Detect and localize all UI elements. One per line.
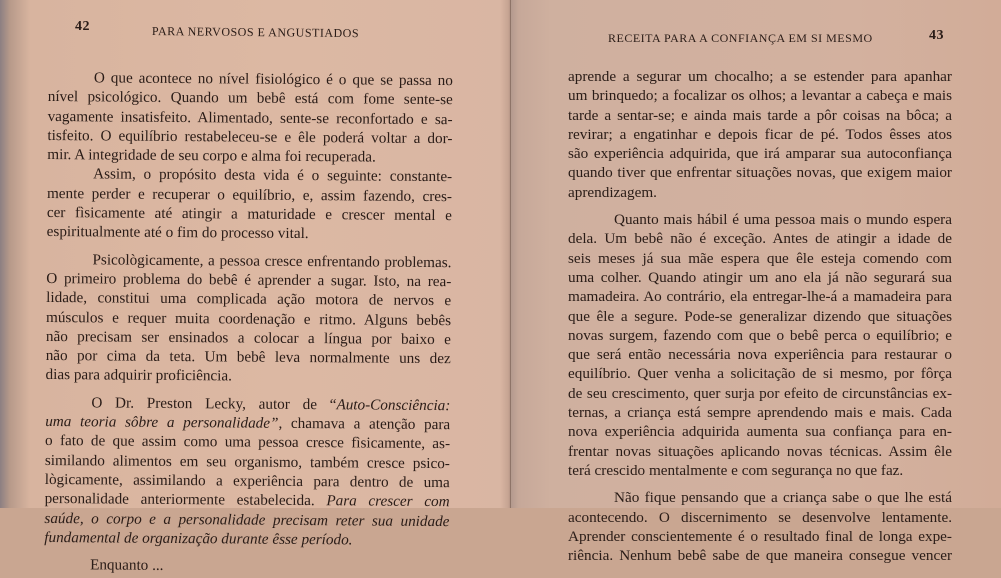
- book-title-italic: uma teoria sôbre a personalidade”: [45, 413, 279, 432]
- text-line: frentar novas situações aplicando novas técnicas. Assim êle: [568, 442, 952, 460]
- text-line: dias para adquirir proficiência.: [45, 366, 233, 385]
- text-line: revirar; a engatinhar e depois ficar de pé. Todos êsses atos: [568, 125, 952, 143]
- text-line: fundamental de organização durante êsse período.: [44, 528, 353, 549]
- text-line: ternas, a criança está sempre aprendendo mais e mais. Cada: [568, 404, 952, 422]
- text-line: Assim, o propósito desta vida é o seguinte: constante-: [93, 165, 453, 186]
- page-body: [568, 67, 952, 565]
- page-number: 42: [75, 19, 90, 34]
- text-line: terá crescido mentalmente e com segurança no que faz.: [568, 461, 904, 479]
- text-line: aprendizagem.: [568, 183, 657, 201]
- text-line: são experiência adquirida, que irá amparar sua autoconfiança: [568, 145, 952, 163]
- text-line: mamadeira. Ao contrário, ela entregar-lhe-á a mamadeira para: [568, 288, 952, 306]
- page-body: [44, 68, 453, 578]
- text-line: nível psicológico. Quando um bebê está com fome sente-se: [47, 88, 453, 109]
- emphasis-italic: Para crescer com: [326, 492, 450, 511]
- text-run: personalidade anteriormente estabelecida.: [44, 490, 327, 510]
- text-run: , chamava a atenção para: [278, 414, 451, 434]
- text-line-cutoff: Enquanto ...: [90, 556, 164, 575]
- text-line: acontecendo. O discernimento se desenvolve lentamente.: [568, 508, 952, 526]
- text-line: nova experiência adquirida aumenta sua confiança para en-: [568, 423, 952, 441]
- text-line: Quanto mais hábil é uma pessoa mais o mundo espera: [614, 211, 952, 229]
- text-line: lògicamente, assimilando a experiência para dentro de uma: [44, 470, 450, 492]
- text-line: vagamente insatisfeito. Alimentado, sente-se reconfortado e sa-: [47, 107, 453, 128]
- text-line: espiritualmente até o fim do processo vital.: [46, 223, 309, 243]
- text-line: seis meses já sua mãe espera que êle esteja comendo com: [568, 249, 952, 267]
- running-head: RECEITA PARA A CONFIANÇA EM SI MESMO: [608, 31, 873, 45]
- text-line-cutoff: riência. Nenhum bebê sabe de que maneira consegue vencer: [568, 547, 952, 565]
- text-line: que será então necessária nova experiência para restaurar o: [568, 346, 952, 364]
- text-line: O que acontece no nível fisiológico é o que se passa no: [93, 69, 453, 90]
- text-line: saúde, o corpo e a personalidade precisam reter sua unidade: [44, 509, 450, 530]
- text-line: similando alimentos em seu organismo, também cresce psico-: [44, 451, 450, 472]
- text-line: de seu crescimento, quer surja por efeito de circunstâncias ex-: [568, 384, 952, 402]
- text-line: [45, 489, 450, 511]
- text-line: que êle a segure. Pode-se generalizar dizendo que situações: [568, 307, 952, 325]
- running-head: PARA NERVOSOS E ANGUSTIADOS: [151, 24, 360, 41]
- text-line: Não fique pensando que a criança sabe o que lhe está: [614, 489, 952, 507]
- text-line: tisfeito. O equilíbrio restabeleceu-se e êle poderá voltar a dor-: [47, 126, 453, 148]
- text-line: Aprender conscientemente é o resultado final de longa expe-: [568, 527, 952, 545]
- text-line: não precisam ser ensinados a colocar a língua por baixo e: [45, 327, 451, 349]
- text-line: cer fìsicamente até atingir a maturidade e crescer mental e: [46, 204, 452, 225]
- text-line: O primeiro problema do bebê é aprender a sugar. Isto, na rea-: [46, 269, 452, 291]
- text-line: quando tiver que enfrentar situações novas, que exigem maior: [568, 164, 952, 182]
- text-line: Psicològicamente, a pessoa cresce enfrentando problemas.: [92, 251, 452, 271]
- text-line: o fato de que assim como uma pessoa cresce fìsicamente, as-: [45, 432, 451, 453]
- text-run: O Dr. Preston Lecky, autor de “: [91, 394, 337, 414]
- text-line: um brinquedo; a focalizar os olhos; a levantar a cabeça e mais: [568, 87, 952, 105]
- text-line: dela. Um bebê não é exceção. Antes de atingir a idade de: [568, 230, 952, 248]
- text-line: músculos e requer muita coordenação e ritmo. Alguns bebês: [45, 308, 452, 329]
- text-line: mir. A integridade de seu corpo e alma foi recuperada.: [47, 146, 376, 166]
- text-line: equilíbrio. Quer venha a solicitação de si mesmo, por fôrça: [568, 365, 952, 383]
- book-title-italic: Auto-Consciência:: [336, 396, 451, 414]
- text-line: mente perder e recuperar o equilíbrio, e, assim fazendo, cres-: [46, 184, 453, 205]
- page-number: 43: [929, 28, 944, 43]
- text-line: lidade, constitui uma complicada ação motora de nervos e: [46, 289, 452, 310]
- text-line: novas surgem, fazendo com que o bebê perca o equilíbrio; e: [568, 326, 952, 344]
- text-line: não por cima da teta. Um bebê leva normalmente uns dez: [45, 347, 451, 368]
- text-line: uma colher. Quando atingir um ano ela já não segurará sua: [568, 268, 952, 286]
- text-line: tarde a sentar-se; e ainda mais tarde a pôr coisas na bôca; a: [568, 106, 952, 124]
- text-line: aprende a segurar um chocalho; a se estender para apanhar: [568, 68, 952, 85]
